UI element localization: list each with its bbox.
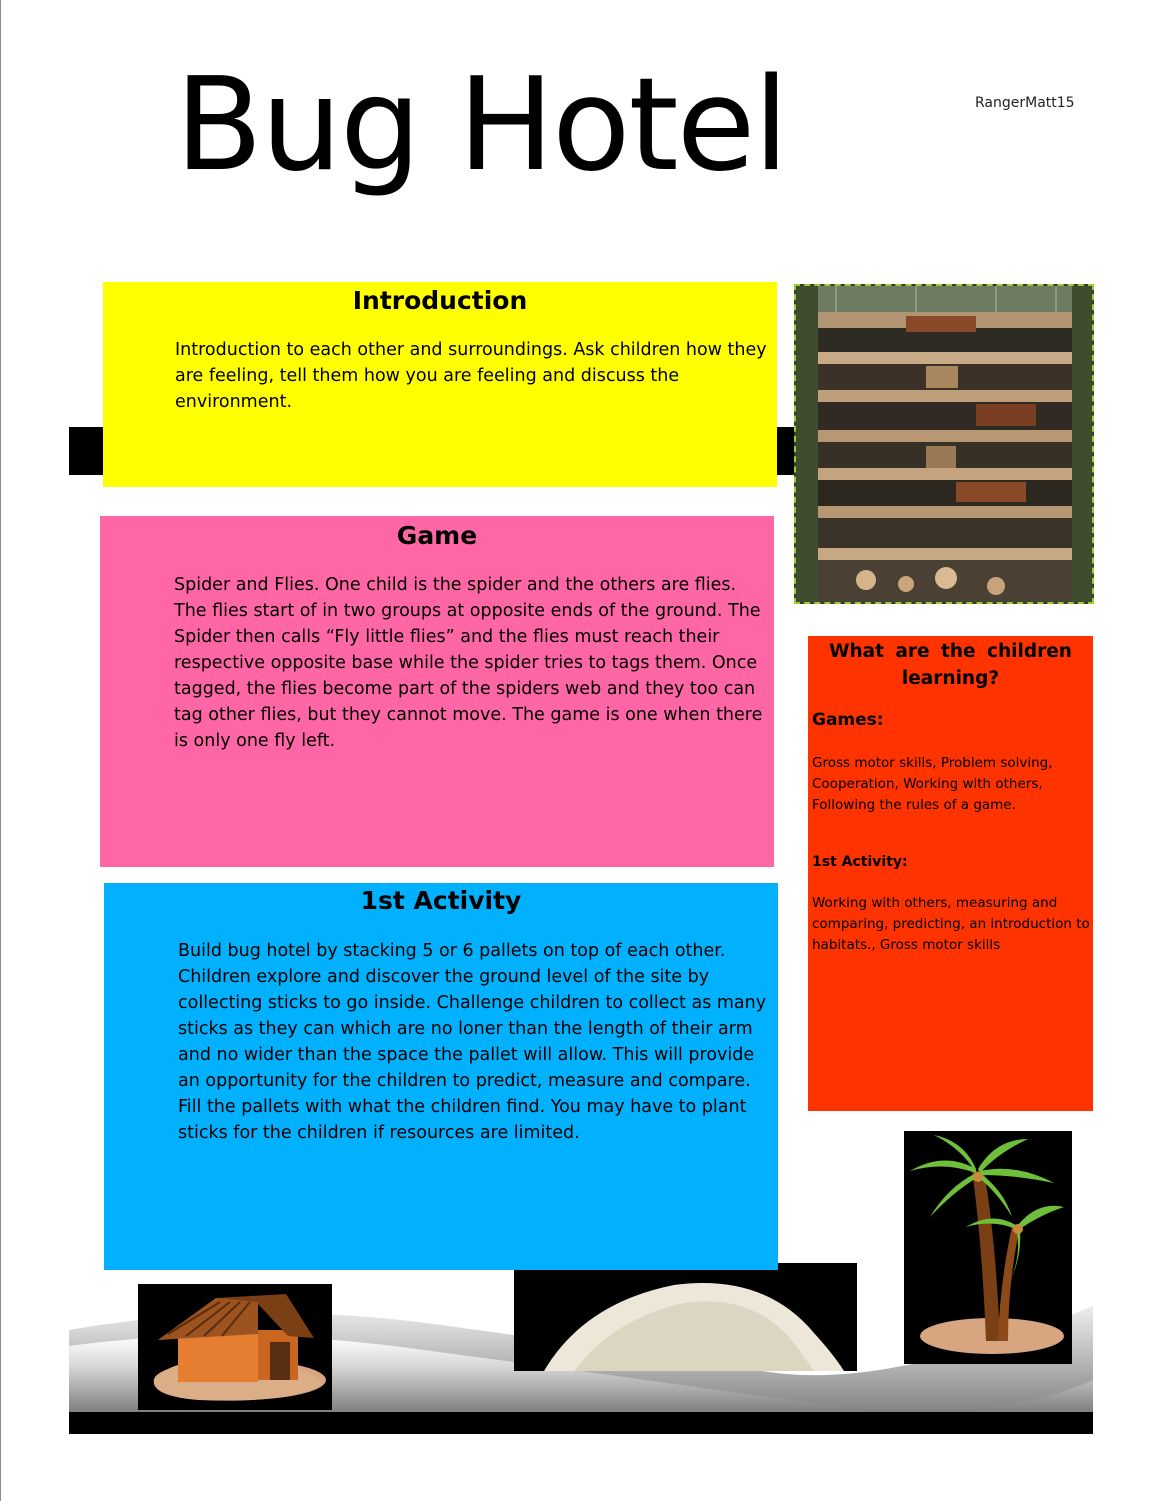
activity-body: Build bug hotel by stacking 5 or 6 pallets on top of each other. Children explore and discover the ground level of the site by collecting sticks to go inside. Challenge children to collect as many sticks as they can which are no loner than the length of their arm and no wider than the space the pallet will allow. This will provide an opportunity for the children to predict, measure and compare. Fill the pallets with what the children find. You may have to plant sticks for the children if resources are limited. xyxy=(178,941,767,1143)
introduction-body: Introduction to each other and surroundings. Ask children how they are feeling, tell them how you are feeling and discuss the environment. xyxy=(175,340,767,412)
games-label: Games: xyxy=(812,710,884,730)
game-heading: Game xyxy=(396,521,478,550)
activity-label: 1st Activity: xyxy=(812,854,908,870)
palm-tree-clipart xyxy=(904,1131,1072,1364)
rock-clipart xyxy=(514,1263,857,1371)
games-learning-text: Gross motor skills, Problem solving, Cooperation, Working with others, Following the rules of a game. xyxy=(812,755,1053,813)
game-body: Spider and Flies. One child is the spider and the others are flies. The flies start of in two groups at opposite ends of the ground. The Spider then calls “Fly little flies” and the flies must reach their respective opposite base while the spider tries to tags them. Once tagged, the flies become part of the spiders web and they too can tag other flies, but they cannot move. The game is one when there is only one fly left. xyxy=(174,575,763,751)
bug-hotel-photo xyxy=(794,284,1094,604)
activity-heading: 1st Activity xyxy=(360,886,522,915)
hut-clipart xyxy=(138,1284,332,1410)
introduction-panel xyxy=(103,282,777,487)
introduction-heading: Introduction xyxy=(352,286,528,315)
learning-heading: What are the children learning? xyxy=(829,641,1072,689)
black-bar-left xyxy=(69,427,105,475)
learning-panel xyxy=(808,636,1093,1111)
black-bar-right xyxy=(776,427,796,475)
activity-panel xyxy=(104,883,778,1270)
page-title: Bug Hotel xyxy=(175,51,787,200)
activity-learning-text: Working with others, measuring and comparing, predicting, an introduction to habitats., Gross motor skills xyxy=(812,895,1090,953)
game-panel xyxy=(100,516,774,867)
page-left-rule xyxy=(0,0,1,1501)
author-credit: RangerMatt15 xyxy=(975,95,1075,111)
